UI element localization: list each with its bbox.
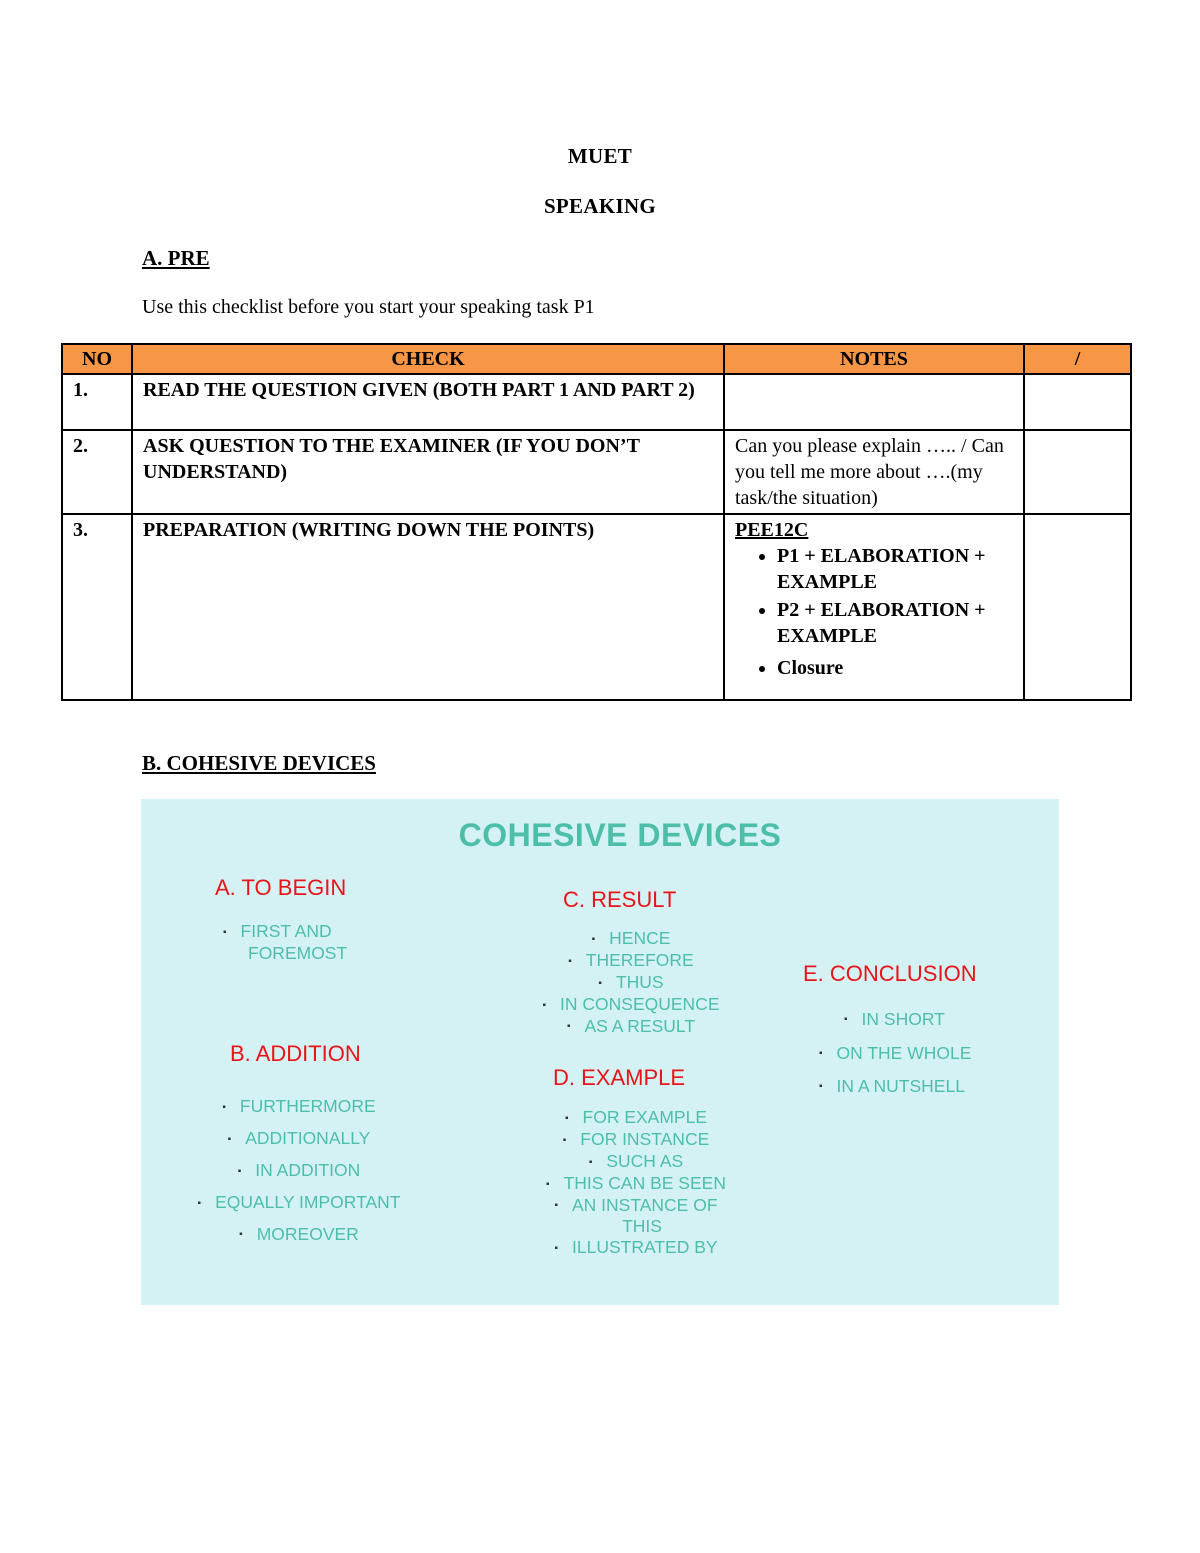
list-item: ▪ SUCH AS (588, 1150, 684, 1171)
bullet-icon: ▪ (562, 1134, 567, 1146)
list-item: ▪ EQUALLY IMPORTANT (169, 1187, 429, 1219)
list-item: ▪ IN CONSEQUENCE (542, 993, 720, 1014)
row-check: ASK QUESTION TO THE EXAMINER (IF YOU DON’T UNDERSTAND) (132, 430, 724, 514)
group-list-addition (169, 1091, 429, 1250)
list-item: ▪ THIS CAN BE SEEN (546, 1172, 726, 1193)
notes-heading: PEE12C (735, 519, 809, 541)
column-header-check: CHECK (132, 344, 724, 374)
row-tick-cell (1024, 430, 1131, 514)
row-check: PREPARATION (WRITING DOWN THE POINTS) (132, 514, 724, 700)
table-header-row (62, 344, 1131, 374)
checklist-table (61, 343, 1132, 701)
list-item: ▪ MOREOVER (169, 1219, 429, 1251)
list-item: ▪ THUS (598, 971, 664, 992)
document-title: MUET (567, 144, 633, 168)
bullet-icon: ▪ (591, 933, 596, 945)
bullet-icon: ▪ (239, 1229, 243, 1241)
table-row (62, 430, 1131, 514)
list-item: ▪ FURTHERMORE (169, 1091, 429, 1123)
row-notes: Can you please explain ….. / Can you tell me more about ….(my task/the situation) (724, 430, 1024, 514)
notes-list (735, 543, 1013, 681)
group-list-to-begin (223, 921, 347, 964)
row-number: 1. (62, 374, 132, 430)
list-item: ▪ AS A RESULT (566, 1015, 696, 1036)
list-item: ▪ IN A NUTSHELL (819, 1070, 971, 1104)
bullet-icon: ▪ (598, 977, 602, 989)
document-subtitle: SPEAKING (543, 194, 657, 218)
list-item: ▪ FOR INSTANCE (562, 1128, 710, 1149)
list-item: ▪ HENCE (591, 928, 671, 948)
list-item: ▪ IN ADDITION (169, 1155, 429, 1187)
group-title-to-begin: A. TO BEGIN (215, 875, 347, 900)
list-item: ▪ FIRST AND (223, 921, 332, 941)
group-list-conclusion (819, 1003, 971, 1104)
bullet-icon: ▪ (564, 1112, 569, 1124)
bullet-icon: ▪ (588, 1156, 593, 1168)
list-item: ▪ THEREFORE (568, 949, 694, 970)
column-header-tick: / (1024, 344, 1131, 374)
section-a-heading: A. PRE (142, 246, 210, 270)
cohesive-devices-panel (141, 799, 1059, 1305)
list-item: ▪ IN SHORT (819, 1003, 971, 1037)
row-tick-cell (1024, 374, 1131, 430)
panel-title: COHESIVE DEVICES (458, 817, 782, 853)
bullet-icon: ▪ (237, 1165, 242, 1177)
bullet-icon: ▪ (844, 1014, 848, 1026)
list-item: ▪ AN INSTANCE OF (554, 1194, 718, 1215)
bullet-icon: ▪ (819, 1047, 823, 1059)
bullet-icon: ▪ (566, 1021, 571, 1033)
bullet-icon: ▪ (222, 1101, 226, 1113)
bullet-icon: ▪ (554, 1243, 558, 1255)
list-item: FOREMOST (248, 942, 348, 963)
section-b-heading: B. COHESIVE DEVICES (142, 751, 376, 775)
column-header-notes: NOTES (724, 344, 1024, 374)
bullet-icon: ▪ (542, 999, 547, 1011)
list-item: ▪ ON THE WHOLE (819, 1037, 971, 1071)
row-notes (724, 374, 1024, 430)
list-item: ▪ ILLUSTRATED BY (554, 1237, 718, 1258)
row-number: 3. (62, 514, 132, 700)
row-tick-cell (1024, 514, 1131, 700)
bullet-icon: ▪ (554, 1200, 558, 1212)
bullet-icon: ▪ (223, 926, 227, 938)
table-row (62, 514, 1131, 700)
column-header-no: NO (62, 344, 132, 374)
list-item: • P2 + ELABORATION + EXAMPLE (777, 597, 1013, 649)
row-check: READ THE QUESTION GIVEN (BOTH PART 1 AND PART 2) (132, 374, 724, 430)
row-notes (724, 514, 1024, 700)
bullet-icon: ▪ (546, 1178, 550, 1190)
list-item: • P1 + ELABORATION + EXAMPLE (777, 543, 1013, 595)
bullet-icon: ▪ (227, 1133, 232, 1145)
bullet-icon: ▪ (568, 955, 572, 967)
row-number: 2. (62, 430, 132, 514)
bullet-icon: ▪ (819, 1081, 823, 1093)
group-list-result (501, 928, 761, 1037)
list-item: ▪ FOR EXAMPLE (564, 1107, 708, 1127)
list-item: ▪ ADDITIONALLY (169, 1123, 429, 1155)
group-title-conclusion: E. CONCLUSION (803, 961, 977, 986)
group-title-result: C. RESULT (563, 887, 677, 912)
list-item: • Closure (777, 655, 1013, 681)
section-a-intro: Use this checklist before you start your speaking task P1 (142, 296, 595, 318)
group-title-example: D. EXAMPLE (553, 1065, 686, 1090)
group-title-addition: B. ADDITION (230, 1041, 361, 1066)
table-row (62, 374, 1131, 430)
bullet-icon: ▪ (197, 1197, 202, 1209)
group-list-example (506, 1107, 766, 1259)
list-item: THIS (622, 1216, 662, 1237)
